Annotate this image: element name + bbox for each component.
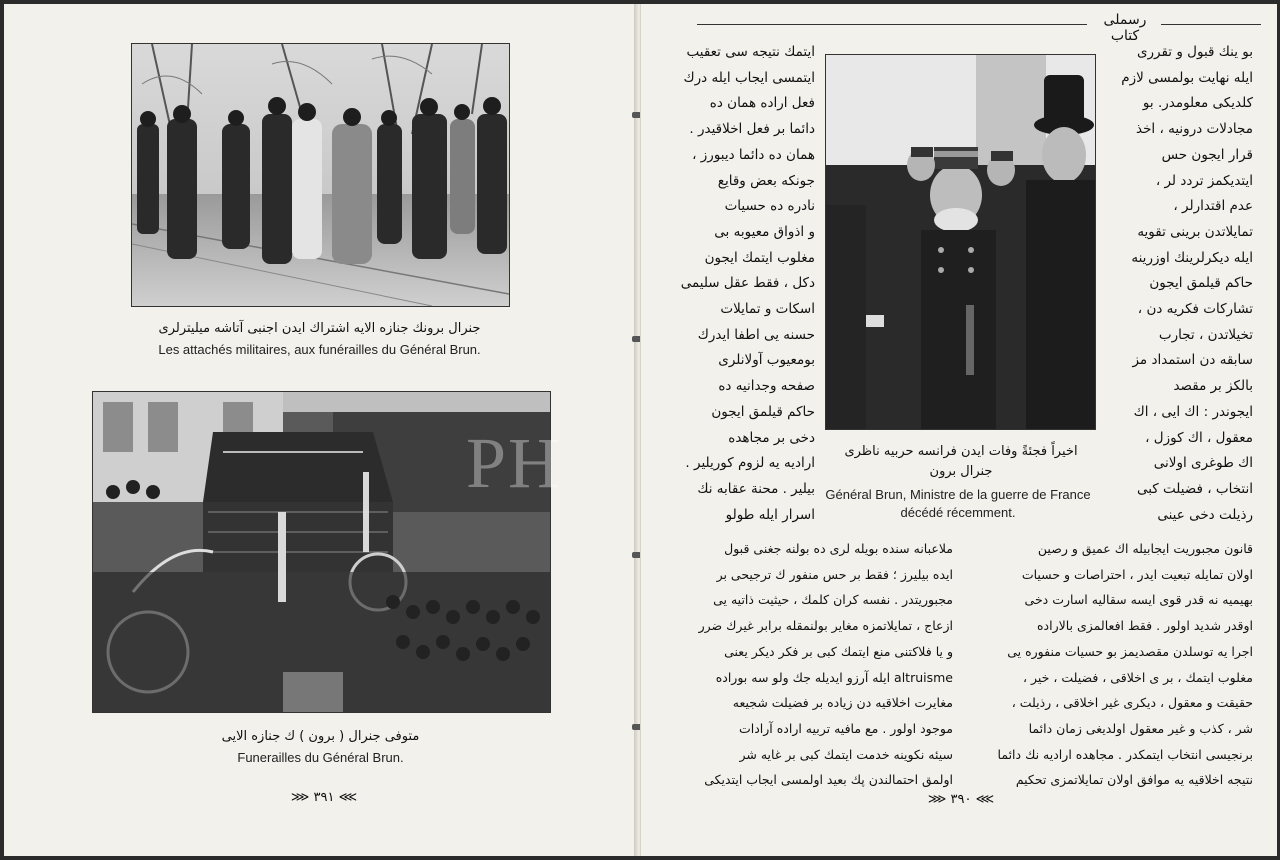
book-spread	[0, 4, 1280, 856]
text-line: عدم اقتدارلر ،	[1173, 198, 1253, 215]
text-line: ایجوندر : اك ایی ، اك	[1133, 403, 1253, 420]
text-line: حاكم قیلمق ایجون	[711, 403, 815, 420]
text-line: ارادیه یه لزوم كوریلیر .	[685, 455, 815, 472]
photo-military-attaches	[131, 43, 510, 307]
text-line: ازعاج ، تمایلاتمزه مغایر بولنمقله برابر غیرك ضرر	[698, 618, 953, 634]
photo-military-attaches-caption-french: Les attachés militaires, aux funérailles du Général Brun.	[158, 342, 481, 357]
text-line: مجادلات درونیه ، اخذ	[1135, 121, 1253, 138]
text-line: ایتدیكمز تردد لر ،	[1155, 172, 1253, 189]
header-rule-right	[1161, 24, 1261, 25]
text-line: ایتمك نتیجه سی تعقیب	[686, 44, 815, 60]
text-line: اسرار ایله طولو	[725, 506, 815, 523]
photo-military-attaches-caption-ottoman: جنرال برونك جنازه الایه اشتراك ایدن اجنبی آتاشه میلیترلری	[158, 321, 481, 336]
text-column-bottom-right	[959, 536, 1253, 793]
page-number-right-value: ٣٩٠	[950, 792, 972, 807]
text-line: مغلوب ایتمك ، بر ی اخلاقی ، فضیلت ، خیر ،	[1022, 669, 1253, 685]
text-line: اك طوغری اولانی	[1153, 455, 1253, 472]
text-line: ایده بیلیرز ؛ فقط بر حس منفور ك ترجیحی بر	[716, 566, 953, 582]
text-line: بیلیر . محنة عقابه نك	[697, 480, 815, 497]
text-line: نتیجه اخلاقیه یه موافق اولان تمایلاتمزی تحكیم	[1015, 772, 1253, 788]
text-line: سیئه نكوینه خدمت ایتمك كبی بر غایه شر	[739, 746, 953, 762]
text-line: قانون مجبوریت ایجابیله اك عمیق و رصین	[1037, 541, 1253, 556]
text-line: كلدیكی معلومدر. بو	[1142, 95, 1253, 112]
right-page	[640, 4, 1277, 856]
text-line: و اذواق معیوبه بی	[714, 223, 815, 240]
text-line: حسنه یی اطفا ایدرك	[697, 326, 815, 343]
page-number-left-value: ٣٩١	[313, 790, 335, 805]
photo-general-brun-caption-french: Général Brun, Ministre de la guerre de France décédé récemment.	[825, 487, 1091, 520]
text-line: اوقدر شدید اولور . فقط افعالمزی بالاراده	[1037, 618, 1253, 634]
text-line: حقیقت و معقول ، دیكری غیر اخلاقی ، رذیلت ،	[1011, 695, 1253, 711]
text-line: اسكات و تمایلات	[720, 301, 815, 318]
text-line: دائما بر فعل اخلاقیدر .	[689, 121, 815, 138]
left-page	[4, 4, 639, 856]
text-line: سابقه دن استمداد مز	[1132, 352, 1253, 369]
page-number-ornament-icon: ⋙	[927, 792, 951, 807]
page-number-ornament-icon: ⋙	[290, 790, 314, 805]
text-line: اولمق احتمالندن پك بعید اولمسی ایجاب ایتدیكی	[704, 772, 953, 788]
text-line: صفحه وجدانیه ده	[718, 378, 815, 395]
photo-military-attaches-image	[132, 44, 509, 306]
page-number-right	[921, 792, 1001, 807]
text-line: تشاركات فكریه دن ،	[1137, 301, 1253, 318]
text-line: همان ده دائما دیبورز ،	[692, 146, 815, 163]
text-line: جونكه بعض وقایع	[717, 172, 815, 189]
text-column-right	[1103, 40, 1253, 528]
photo-general-brun-caption-ottoman-line1: اخیراً فجئةً وفات ایدن فرانسه حربیه ناظری	[844, 444, 1078, 459]
text-line: ایله دیكرلرینك اوزرینه	[1131, 249, 1253, 266]
text-line: مغایرت اخلاقیه دن زیاده بر فضیلت شجیعه	[732, 695, 953, 711]
text-line: فعل اراده همان ده	[709, 95, 815, 112]
header-rule-left	[697, 24, 1087, 25]
text-line: موجود اولور . مع مافیه تربیه اراده آرادات	[738, 720, 953, 736]
text-line: انتخاب ، فضیلت كبی	[1136, 480, 1253, 497]
text-line: ایله نهایت بولمسی لازم	[1121, 69, 1253, 86]
text-line: مجبوریتدر . نفسه كران كلمك ، حیثیت ذاتیه یی	[713, 592, 953, 608]
text-line: حاكم قیلمق ایجون	[1149, 275, 1253, 292]
header-title: رسملی کتاب	[1103, 12, 1147, 44]
text-line: تمایلاتدن برینی تقویه	[1137, 223, 1253, 240]
text-line: بو ینك قبول و تقرری	[1136, 44, 1253, 60]
page-number-ornament-icon: ⋘	[971, 792, 995, 807]
photo-general-brun-image	[826, 55, 1095, 429]
text-line: اولان تمایله تبعیت ایدر ، احتراصات و حسیات	[1021, 566, 1253, 582]
text-line: رذیلت دخی عینی	[1157, 506, 1253, 523]
photo-funeral-caption-ottoman: متوفی جنرال ( برون ) ك جنازه الایی	[221, 729, 420, 744]
text-column-bottom-left	[661, 536, 953, 793]
text-line: دكل ، فقط عقل سلیمی	[680, 275, 815, 292]
photo-funeral-caption-french: Funerailles du Général Brun.	[237, 750, 404, 765]
text-line: بهیمیه نه قدر قوی ایسه سقالیه اسارت دخی	[1024, 592, 1253, 608]
text-line: altruisme ایله آرزو ایدیله جك ولو سه بوراده	[715, 669, 953, 685]
text-line: شر ، كذب و غیر معقول اولدیغی زمان دائما	[1028, 720, 1253, 736]
text-line: معقول ، اك كوزل ،	[1145, 429, 1253, 446]
page-number-left	[284, 790, 364, 805]
text-line: ملاعبانه سنده بویله لری ده بولنه جغنی قبول	[724, 541, 953, 556]
text-line: و یا فلاكتنی منع ایتمك كبی بر فكر دیكر یعنی	[724, 643, 953, 659]
photo-general-brun	[825, 54, 1096, 430]
text-line: تخیلاتدن ، تجارب	[1158, 326, 1253, 343]
photo-general-brun-caption-ottoman-line2: جنرال برون	[929, 464, 993, 479]
text-line: بومعیوب آولانلری	[718, 352, 815, 369]
text-line: دخی بر مجاهده	[728, 429, 815, 446]
text-line: بالكز بر مقصد	[1173, 378, 1253, 395]
text-line: اجرا یه توسلدن مقصدیمز بو حسیات منفوره یی	[1007, 643, 1253, 659]
text-column-middle	[671, 40, 815, 528]
text-line: ایتمسی ایجاب ایله درك	[683, 69, 815, 86]
text-line: برنجیسی انتخاب ایتمكدر . مجاهده ارادیه نك دائما	[997, 746, 1253, 762]
page-number-ornament-icon: ⋘	[334, 790, 358, 805]
text-line: قرار ایجون حس	[1161, 146, 1253, 163]
watermark: PH	[466, 423, 563, 503]
text-line: مغلوب ایتمك ایجون	[704, 249, 815, 266]
text-line: نادره ده حسیات	[724, 198, 815, 215]
